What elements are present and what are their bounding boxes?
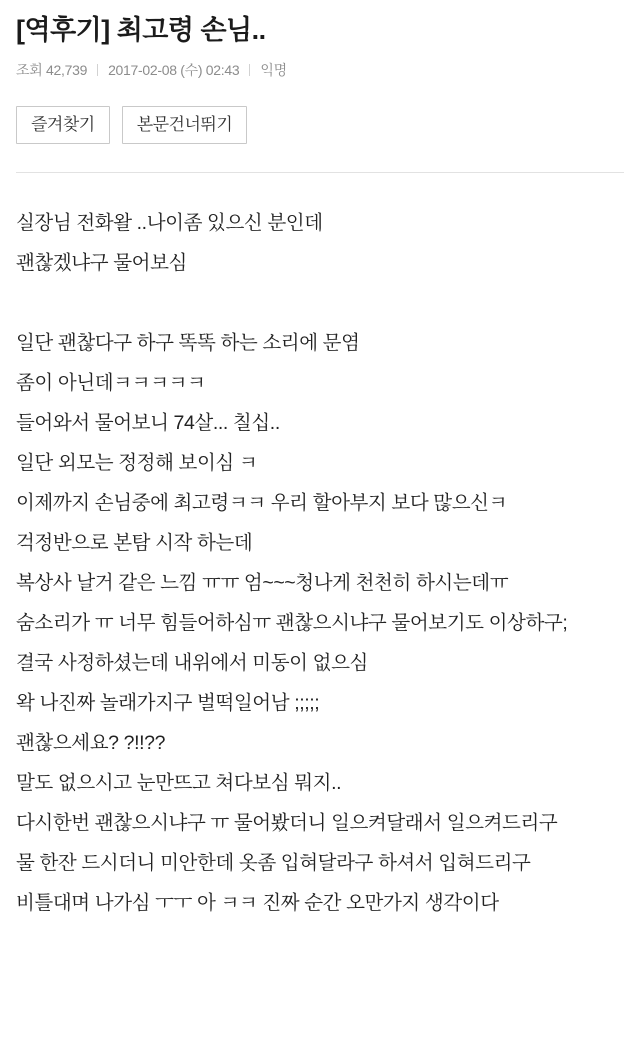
post-paragraph: 왁 나진짜 놀래가지구 벌떡일어남 ;;;;; (16, 692, 320, 715)
post-paragraph-blank (16, 283, 624, 323)
meta-divider-1 (97, 64, 98, 76)
favorite-button[interactable]: 즐겨찾기 (16, 106, 110, 144)
post-paragraph: 괜찮으세요? ?!!?? (16, 732, 166, 755)
post-paragraph: 결국 사정하셨는데 내위에서 미동이 없으심 (16, 652, 368, 675)
view-count: 조회 42,739 (16, 62, 88, 79)
post-paragraph: 다시한번 괜찮으시냐구 ㅠ 물어봤더니 일으켜달래서 일으켜드리구 (16, 812, 558, 835)
post-meta (16, 60, 624, 80)
post-paragraph: 말도 없으시고 눈만뜨고 쳐다보심 뭐지.. (16, 772, 342, 795)
post-paragraph: 일단 괜찮다구 하구 똑똑 하는 소리에 문염 (16, 332, 360, 355)
post-paragraph: 실장님 전화왈 ..나이좀 있으신 분인데 (16, 212, 323, 235)
post-author: 익명 (260, 62, 287, 79)
header-divider (16, 172, 624, 173)
post-paragraph: 비틀대며 나가심 ㅜㅜ 아 ㅋㅋ 진짜 순간 오만가지 생각이다 (16, 892, 499, 915)
post-paragraph: 복상사 날거 같은 느낌 ㅠㅠ 엄~~~청나게 천천히 하시는데ㅠ (16, 572, 509, 595)
post-date: 2017-02-08 (수) 02:43 (108, 62, 240, 79)
post-paragraph: 괜찮겠냐구 물어보심 (16, 252, 187, 275)
post-paragraph: 이제까지 손님중에 최고령ㅋㅋ 우리 할아부지 보다 많으신ㅋ (16, 492, 508, 515)
post-paragraph: 일단 외모는 정정해 보이심 ㅋ (16, 452, 258, 475)
post-content (16, 203, 624, 923)
post-paragraph: 걱정반으로 본탐 시작 하는데 (16, 532, 253, 555)
post-paragraph: 좀이 아닌데ㅋㅋㅋㅋㅋ (16, 372, 206, 395)
post-paragraph: 물 한잔 드시더니 미안한데 옷좀 입혀달라구 하셔서 입혀드리구 (16, 852, 531, 875)
page-title: [역후기] 최고령 손님.. (16, 15, 266, 45)
action-buttons (16, 106, 624, 144)
skip-body-button[interactable]: 본문건너뛰기 (122, 106, 248, 144)
meta-divider-2 (249, 64, 250, 76)
post-paragraph: 숨소리가 ㅠ 너무 힘들어하심ㅠ 괜찮으시냐구 물어보기도 이상하구; (16, 612, 568, 635)
post-paragraph: 들어와서 물어보니 74살... 칠십.. (16, 412, 280, 435)
